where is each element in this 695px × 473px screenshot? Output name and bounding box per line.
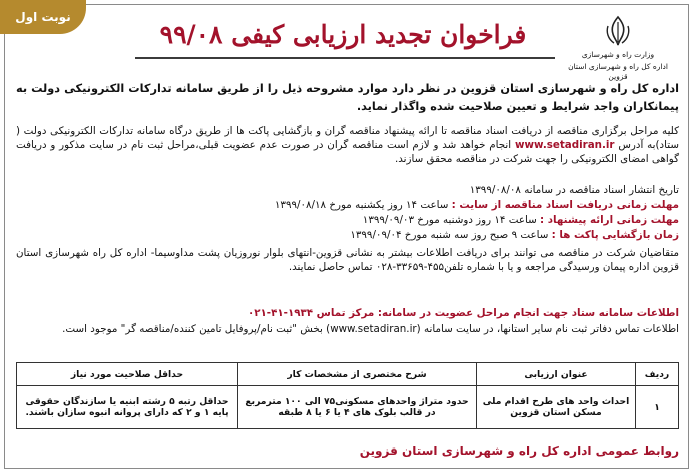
requirements-table (16, 362, 679, 429)
header-min-qualification: حداقل صلاحیت مورد نیاز (17, 363, 238, 386)
ministry-name: وزارت راه و شهرسازی (581, 50, 655, 59)
table-row (17, 386, 679, 429)
header-evaluation-title: عنوان ارزیابی (477, 363, 636, 386)
deadline-bid (16, 213, 679, 227)
header-work-description: شرح مختصری از مشخصات کار (238, 363, 477, 386)
round-badge: نوبت اول (0, 0, 86, 34)
header-row-number: ردیف (636, 363, 679, 386)
deadline-docs (16, 198, 679, 212)
process-text-b: انجام خواهد شد و لازم است مناقصه گران در صورت عدم عضویت قبلی،مراحل ثبت نام در سایت مذکور و دریافت گواهی امضای الکترونیکی را جهت شرکت در مناقصه محقق سازند. (16, 139, 679, 166)
title-divider (135, 57, 555, 59)
ministry-logo (563, 14, 673, 81)
process-text-a: کلیه مراحل برگزاری مناقصه از دریافت اسناد مناقصه تا ارائه پیشنهاد مناقصه گران و بازگشایی پاکت ها از طریق درگاه سامانه تدارکات الکترونیکی دولت ( ستاد)به آدرس (16, 125, 679, 152)
min-qualification: حداقل رتبه ۵ رشته ابنیه یا سازندگان حقوقی پایه ۱ و ۲ که دارای پروانه انبوه سازان باشند. (17, 386, 238, 429)
row-number: ۱ (636, 386, 679, 429)
opening-time (16, 228, 679, 242)
notice-title: فراخوان تجدید ارزیابی کیفی ۹۹/۰۸ (159, 20, 527, 49)
work-description: حدود متراژ واحدهای مسکونی۷۵ الی ۱۰۰ مترمربع در قالب بلوک های ۴ یا ۶ یا ۸ طبقه (238, 386, 477, 429)
setad-info: اطلاعات سامانه ستاد جهت انجام مراحل عضویت در سامانه: مرکز تماس ۱۹۳۴-۴۱-۰۲۱ (247, 307, 679, 319)
setad-link[interactable]: www.setadiran.ir (514, 139, 615, 152)
contact-other: اطلاعات تماس دفاتر ثبت نام سایر استانها، در سایت سامانه (www.setadiran.ir) بخش "ثبت نام/پروفایل تامین کننده/مناقصه گر" موجود است. (62, 323, 679, 335)
contact-paragraph: متقاضیان شرکت در مناقصه می توانند برای دریافت اطلاعات بیشتر به نشانی قزوین-انتهای بلوار نوروزیان پشت مداوسیما- اداره کل راه شهرسازی استان قزوین اداره پیمان ورسیدگی مراجعه و یا با شماره تلفن۴۵۵-۳۳۶۵۹-۰۲۸ تماس حاصل نمایند. (16, 247, 679, 274)
intro-paragraph: اداره کل راه و شهرسازی استان قزوین در نظر دارد موارد مشروحه ذیل را از طریق سامانه تدارکات الکترونیکی دولت به پیمانکاران واجد شرایط و تعیین صلاحیت شده واگذار نماید. (16, 82, 679, 113)
opening-label: زمان بازگشایی پاکت ها : (551, 229, 679, 241)
deadline-docs-value: ساعت ۱۴ روز یکشنبه مورخ ۱۳۹۹/۰۸/۱۸ (274, 199, 449, 211)
footer-signature: روابط عمومی اداره کل راه و شهرسازی استان قزوین (359, 444, 679, 458)
emblem-icon (601, 14, 635, 48)
table-header-row (17, 363, 679, 386)
opening-value: ساعت ۹ صبح روز سه شنبه مورخ ۱۳۹۹/۰۹/۰۴ (350, 229, 549, 241)
deadline-docs-label: مهلت زمانی دریافت اسناد مناقصه از سایت : (451, 199, 679, 211)
department-name: اداره کل راه و شهرسازی استان قزوین (568, 62, 668, 81)
deadline-bid-value: ساعت ۱۴ روز دوشنبه مورخ ۱۳۹۹/۰۹/۰۳ (362, 214, 537, 226)
evaluation-title: احداث واحد های طرح اقدام ملی مسکن استان قزوین (477, 386, 636, 429)
process-paragraph (16, 124, 679, 167)
deadline-bid-label: مهلت زمانی ارائه پیشنهاد : (540, 214, 679, 226)
publish-date: تاریخ انتشار اسناد مناقصه در سامانه ۱۳۹۹/۰۸/۰۸ (469, 184, 679, 196)
